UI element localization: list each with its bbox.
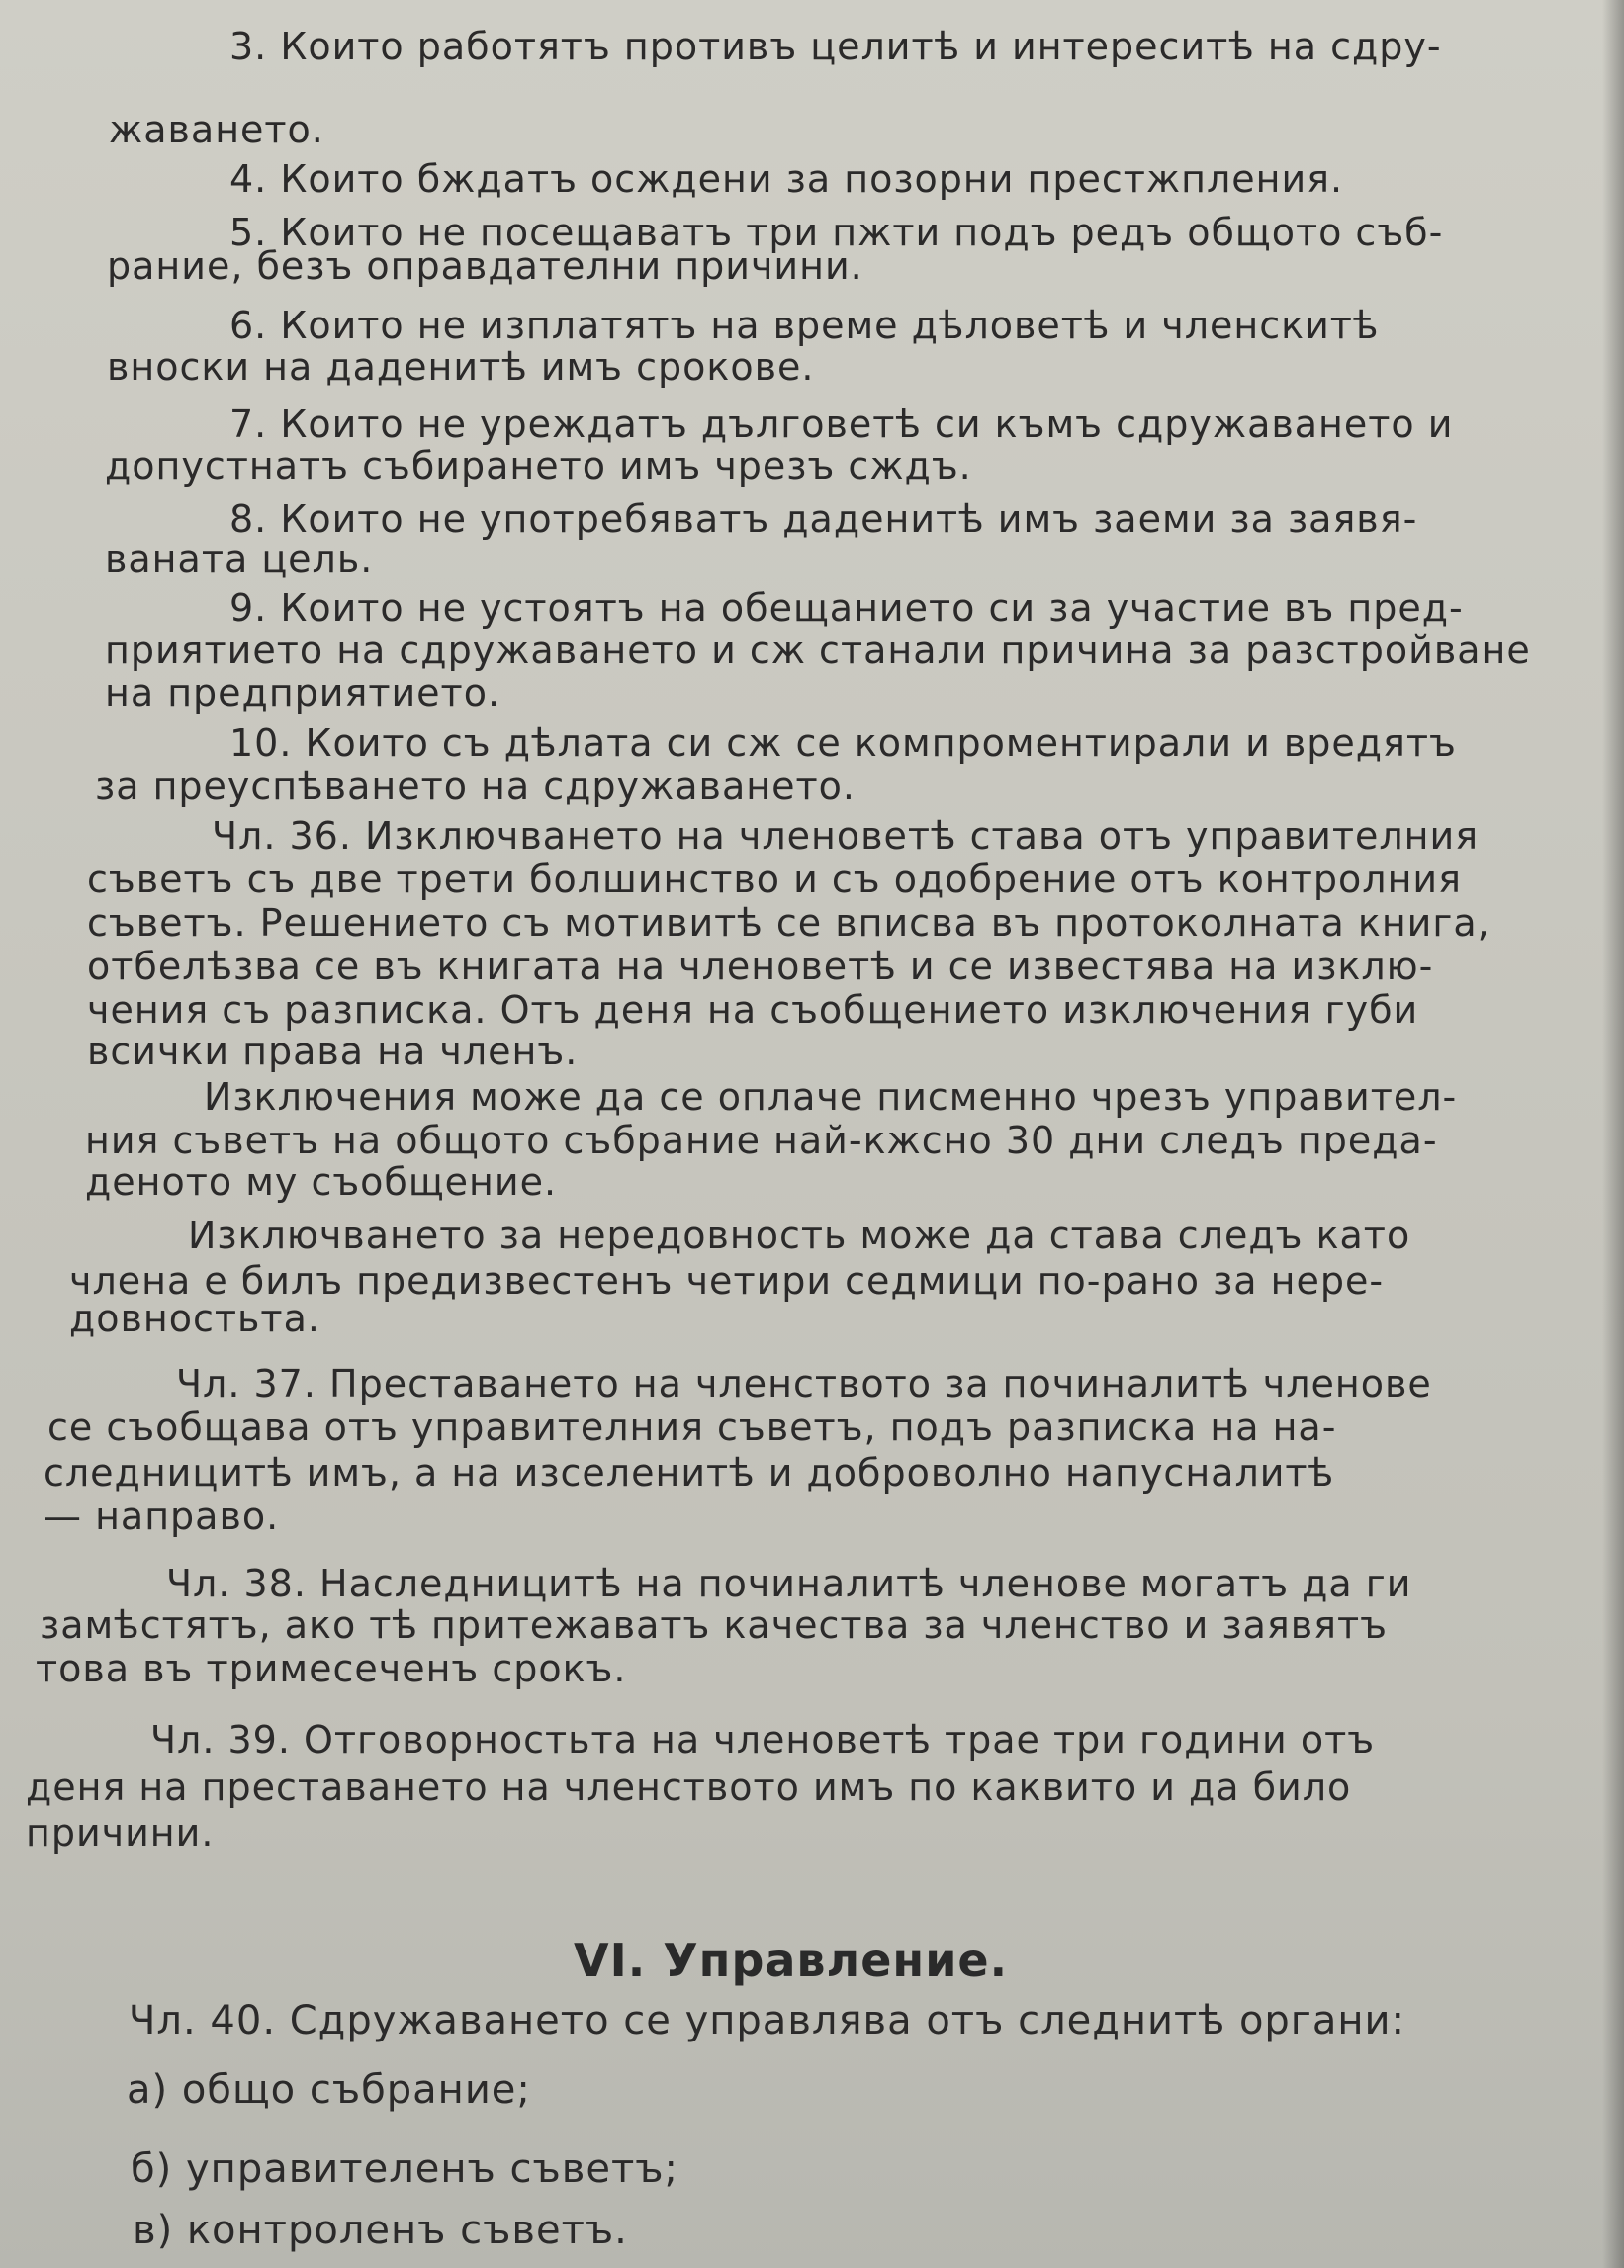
art36-para3-line-1: Изключването за нередовность може да става следъ като	[188, 1214, 1411, 1257]
item-8-line-2: ваната цель.	[105, 537, 374, 581]
item-8-line-1: 8. Които не употребяватъ даденитѣ имъ заеми за заявя-	[229, 498, 1418, 541]
art39-line-2: деня на преставането на членството имъ по каквито и да било	[26, 1766, 1352, 1809]
item-7-line-2: допустнатъ събирането имъ чрезъ сждъ.	[105, 444, 972, 488]
art36-line-3: съветъ. Решението съ мотивитѣ се вписва въ протоколната книга,	[87, 901, 1490, 945]
item-7-line-1: 7. Които не уреждатъ дълговетѣ си къмъ сдружаването и	[229, 403, 1454, 446]
item-9-line-1: 9. Които не устоятъ на обещанието си за участие въ пред-	[229, 587, 1464, 630]
art36-line-4: отбелѣзва се въ книгата на членоветѣ и се известява на изклю-	[87, 945, 1434, 988]
art40-item-c: в) контроленъ съветъ.	[133, 2208, 628, 2253]
item-10-line-2: за преуспѣването на сдружаването.	[95, 765, 856, 808]
art36-line-6: всички права на членъ.	[87, 1030, 579, 1073]
art40-item-b: б) управителенъ съветъ;	[131, 2146, 678, 2192]
art39-line-3: причини.	[26, 1811, 215, 1855]
art36-para3-line-2: члена е билъ предизвестенъ четири седмици по-рано за нере-	[69, 1259, 1385, 1303]
art36-para2-line-3: деното му съобщение.	[85, 1160, 558, 1204]
art36-para2-line-1: Изключения може да се оплаче писменно чрезъ управител-	[204, 1075, 1458, 1119]
item-5-line-1: 5. Които не посещаватъ три пжти подъ редъ общото съб-	[229, 211, 1444, 254]
art36-para2-line-2: ния съветъ на общото събрание най-кжсно 30 дни следъ преда-	[85, 1119, 1438, 1162]
art37-line-1: Чл. 37. Преставането на членството за починалитѣ членове	[176, 1362, 1432, 1406]
item-9-line-3: на предприятието.	[105, 672, 501, 715]
item-9-line-2: приятието на сдружаването и сж станали причина за разстройване	[105, 628, 1531, 672]
art37-line-2: се съобщава отъ управителния съветъ, подъ разписка на на-	[47, 1406, 1337, 1449]
art40-line-1: Чл. 40. Сдружаването се управлява отъ следнитѣ органи:	[129, 1998, 1405, 2043]
section-heading: VI. Управление.	[574, 1934, 1009, 1987]
art39-line-1: Чл. 39. Отговорностьта на членоветѣ трае три години отъ	[150, 1718, 1376, 1762]
item-3-line-1: 3. Които работятъ противъ целитѣ и интереситѣ на сдру-	[229, 25, 1442, 68]
item-3-line-2: жаването.	[109, 108, 324, 151]
item-6-line-1: 6. Които не изплатятъ на време дѣловетѣ и членскитѣ	[229, 304, 1380, 347]
art37-line-4: — направо.	[44, 1495, 280, 1538]
art36-line-2: съветъ съ две трети болшинство и съ одобрение отъ контролния	[87, 858, 1462, 901]
art36-line-1: Чл. 36. Изключването на членоветѣ става отъ управителния	[212, 814, 1480, 858]
art37-line-3: следницитѣ имъ, а на изселенитѣ и доброволно напусналитѣ	[44, 1451, 1335, 1495]
art38-line-3: това въ тримесеченъ срокъ.	[36, 1647, 627, 1690]
art40-item-a: а) общо събрание;	[127, 2067, 531, 2113]
art36-line-5: чения съ разписка. Отъ деня на съобщението изключения губи	[87, 988, 1419, 1032]
art38-line-2: замѣстятъ, ако тѣ притежаватъ качества за членство и заявятъ	[40, 1603, 1388, 1647]
item-6-line-2: вноски на даденитѣ имъ срокове.	[107, 345, 815, 389]
art36-para3-line-3: довностьта.	[69, 1297, 320, 1340]
item-4-line-1: 4. Които бждатъ осждени за позорни престжпления.	[229, 157, 1344, 201]
art38-line-1: Чл. 38. Наследницитѣ на починалитѣ членове могатъ да ги	[166, 1562, 1412, 1605]
item-5-line-2: рание, безъ оправдателни причини.	[107, 244, 863, 288]
item-10-line-1: 10. Които съ дѣлата си сж се компроментирали и вредятъ	[229, 721, 1457, 765]
page-edge-shadow	[1602, 0, 1624, 2268]
